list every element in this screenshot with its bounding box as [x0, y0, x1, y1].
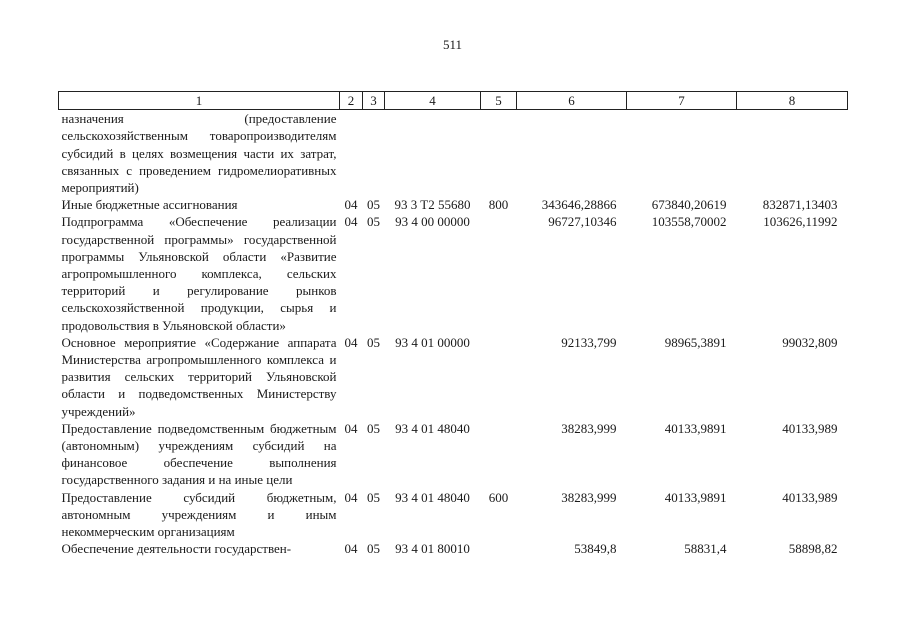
- table-row: [59, 540, 848, 557]
- table-row: [59, 196, 848, 213]
- cell-col3: 05: [367, 214, 380, 230]
- cell-col4: 93 4 01 00000: [395, 334, 470, 350]
- table-row: [59, 489, 848, 541]
- cell-col8: [737, 110, 848, 197]
- cell-col7: 673840,20619: [651, 197, 727, 213]
- cell-col5: [481, 540, 517, 557]
- cell-col2: 04: [344, 541, 358, 557]
- cell-col7: [627, 110, 737, 197]
- cell-col2: 04: [344, 197, 358, 213]
- cell-col2: 04: [344, 334, 358, 350]
- column-header-4: 4: [385, 92, 481, 110]
- row-name: Основное мероприятие «Содержание аппарата Министерства агропромышленного комплекса и развития сельских территорий Ульяновской области и подведомственных Министерству учреждений»: [61, 334, 337, 419]
- cell-col8: 103626,11992: [763, 214, 838, 230]
- cell-col2: [340, 110, 363, 197]
- row-name: назначения (предоставление сельскохозяйственным товаропроизводителям субсидий в целях возмещения части их затрат, связанных с проведением гидромелиоративных мероприятий): [61, 111, 337, 196]
- row-name: Обеспечение деятельности государствен-: [61, 541, 292, 557]
- cell-col8: 40133,989: [782, 420, 838, 436]
- cell-col3: 05: [367, 420, 380, 436]
- cell-col6: 96727,10346: [548, 214, 617, 230]
- cell-col2: 04: [344, 214, 358, 230]
- cell-col2: 04: [344, 420, 358, 436]
- cell-col3: 05: [367, 334, 380, 350]
- cell-col4: 93 4 00 00000: [395, 214, 470, 230]
- cell-col6: 53849,8: [574, 541, 617, 557]
- cell-col3: [363, 110, 385, 197]
- cell-col7: 98965,3891: [664, 334, 727, 350]
- cell-col4: 93 4 01 48040: [395, 489, 470, 505]
- cell-col6: 38283,999: [561, 420, 617, 436]
- cell-col5: 800: [488, 197, 509, 213]
- cell-col6: 38283,999: [561, 489, 617, 505]
- cell-col5: [481, 213, 517, 333]
- table-row: [59, 420, 848, 489]
- column-header-3: 3: [363, 92, 385, 110]
- column-header-6: 6: [517, 92, 627, 110]
- cell-col7: 40133,9891: [664, 420, 727, 436]
- cell-col2: 04: [344, 489, 358, 505]
- row-name: Предоставление субсидий бюджетным, автономным учреждениям и иным некоммерческим организациям: [61, 489, 337, 540]
- column-header-7: 7: [627, 92, 737, 110]
- cell-col3: 05: [367, 197, 380, 213]
- row-name: Подпрограмма «Обеспечение реализации государственной программы» государственной программы Ульяновской области «Развитие агропромышленного комплекса, сельских территорий и регулирование рынков сельскохозяйственной продукции, сырья и продовольствия в Ульяновской области»: [61, 214, 337, 333]
- cell-col4: 93 4 01 80010: [395, 541, 470, 557]
- cell-col8: 40133,989: [782, 489, 838, 505]
- page-number: 511: [442, 37, 463, 52]
- cell-col7: 103558,70002: [651, 214, 727, 230]
- cell-col5: [481, 334, 517, 420]
- row-name: Иные бюджетные ассигнования: [61, 197, 238, 213]
- cell-col5: [481, 420, 517, 489]
- cell-col4: [385, 110, 481, 197]
- row-name: Предоставление подведомственным бюджетным (автономным) учреждениям субсидий на финансовое обеспечение выполнения государственного задания и на иные цели: [61, 420, 337, 488]
- cell-col4: 93 4 01 48040: [395, 420, 470, 436]
- cell-col5: 600: [488, 489, 509, 505]
- cell-col8: 99032,809: [782, 334, 838, 350]
- table-row: [59, 213, 848, 333]
- column-header-8: 8: [737, 92, 848, 110]
- cell-col3: 05: [367, 489, 380, 505]
- cell-col8: 832871,13403: [762, 197, 838, 213]
- cell-col6: 343646,28866: [541, 197, 617, 213]
- header-row: [59, 92, 848, 110]
- cell-col5: [481, 110, 517, 197]
- column-header-1: 1: [59, 92, 340, 110]
- table-row: [59, 110, 848, 197]
- cell-col6: 92133,799: [561, 334, 617, 350]
- cell-col7: 40133,9891: [664, 489, 727, 505]
- cell-col4: 93 3 T2 55680: [394, 197, 471, 213]
- column-header-5: 5: [481, 92, 517, 110]
- column-header-2: 2: [340, 92, 363, 110]
- budget-table: [58, 91, 848, 557]
- cell-col8: 58898,82: [788, 541, 838, 557]
- table-row: [59, 334, 848, 420]
- cell-col7: 58831,4: [684, 541, 727, 557]
- cell-col3: 05: [367, 541, 380, 557]
- cell-col6: [517, 110, 627, 197]
